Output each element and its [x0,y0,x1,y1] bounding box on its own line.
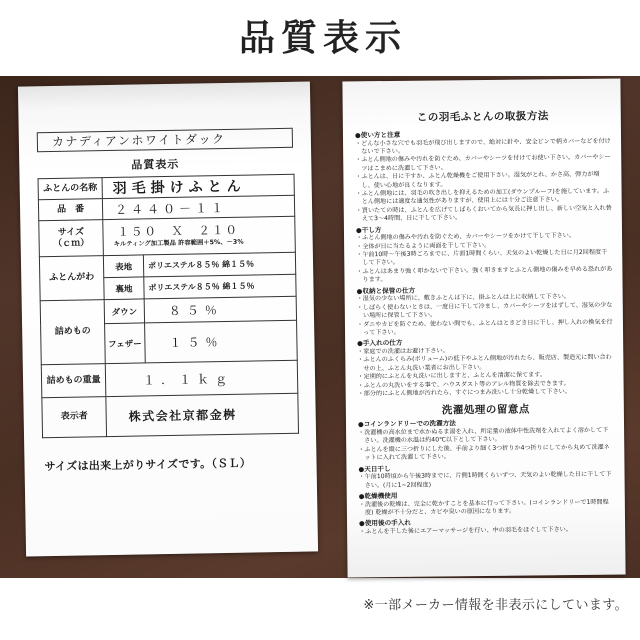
outer-value: ポリエステル８５％ 綿１５％ [143,252,295,277]
quality-table [38,174,299,438]
care-section-drying [356,223,613,285]
name-value: 羽毛掛けふとん [102,174,294,198]
size-value: １５０ Ｘ ２１０ [117,222,240,239]
wash-section-sun-drying [358,462,614,490]
labeler-value: 株式会社京都金桝 [106,393,299,436]
section-title: ●コインランドリーでの洗濯方法 [357,419,456,429]
table-row [39,216,296,256]
section-title: ●天日干し [358,464,391,473]
size-tolerance-note: キルティング加工製品 許容範囲＋5%、－3% [113,238,244,248]
inner-value: ポリエステル８５％ 綿１５％ [144,274,296,299]
inner-label: 裏地 [104,277,144,300]
care-item: ・ふとんはあまり強く叩かないで下さい。強く叩きますとふとん側地の傷みを早める恐れがあります。 [356,265,613,284]
table-row [42,393,299,437]
weight-value: １．１ｋｇ [105,360,298,396]
size-value-cell [103,216,296,255]
section-title: ●収納と保管の仕方 [356,286,416,296]
section-title: ●干し方 [355,225,382,234]
down-value: ８５％ [144,296,296,323]
care-item: ・洗濯後の乾燥は、完全に乾かすことを基本に行って下さい。(コインランドリーで1時間程度) 乾燥が不十分だと、カビや臭いの原因になります。 [358,498,609,517]
care-section-maintenance [357,337,614,399]
care-item: ・ふとんを干した後にエアーマッサージを行い、中の羽毛をほぐして下さい。 [359,526,572,536]
care-item: ・ふとん側地の傷みや汚れを防ぐため、カバーやシーツをかけて干して下さい。 [356,232,575,242]
wash-section-after-use [359,517,615,537]
care-item: ・ふとんを縦に三つ折りにした後、手前より細く3つ折りか4つ折りにしてから丸めて洗濯ネットに入れて洗濯して下さい。 [358,443,610,462]
care-instructions-tag [342,79,625,578]
table-row [41,360,298,397]
care-item: ・家庭での洗濯はお避け下さい。 [357,347,449,356]
weight-label: 詰めもの重量 [41,364,106,398]
care-item: ・買いたての時は、ふとんを広げてしばらくおいてから気長に押し出し、新しい空気と入れ替えて3～4時間、日に干して下さい。 [355,204,612,223]
section-title: ●使い方と注意 [354,130,401,140]
care-item: ・ふとんの丸洗いをする事で、ハウスダスト等のアレル物質を除去できます。 [357,379,570,389]
number-label: 品 番 [38,199,102,221]
section-title: ●乾燥機使用 [358,491,398,501]
cover-label: ふとんがわ [39,256,104,301]
care-item: ・ふとん側地には、羽毛の吹き出しを抑えるための加工(ダウンプルーフ)を施しています。ふとん側地には適度な通気性がありますが、使用上には十分ご注意下さい。 [355,187,610,206]
name-label: ふとんの名称 [38,178,102,200]
care-heading: この羽毛ふとんの取扱方法 [416,110,549,124]
care-item: ・午前10時～午後3時ごろまでに、片面1時間くらい、天気のよい乾燥した日に月2回程度干して下さい。 [356,248,608,267]
labeler-label: 表示者 [42,397,107,438]
outer-label: 表地 [103,255,143,278]
care-item: ・しばらく使わないときは、一度日に干して冷まし、カバーやシーツをはずして、湿気の少ない場所に保管して下さい。 [356,301,613,320]
wash-section-dryer [359,490,615,518]
number-value: ２４４０－１１ [102,195,294,219]
care-item: ・ダニやカビを防ぐため、使わない間でも、ふとんはときどき日に干し、押し入れの換気を行って下さい。 [356,318,613,337]
care-item: ・どんな小さな穴でも羽毛が飛び出しますので、絶対に針や、安全ピンで柄カバーなどを付けないで下さい。 [355,137,611,156]
care-item: ・ふとん側地の傷みや汚れを防ぐため、カバーやシーツを付けてお使い下さい。カバーやシーツはこまめに洗濯して下さい。 [355,154,611,173]
wash-section-laundromat [358,418,614,463]
section-title: ●手入れの仕方 [357,339,403,348]
quality-heading: 品質表示 [131,157,180,172]
care-section-storage [357,284,614,337]
care-section-usage [355,129,612,224]
care-item: ・午前10時頃から午後3時までに、片側1時間くらいずつ、天気のよい乾燥した日に干して下さい。(月に1~2回程度) [358,470,612,489]
care-item: ・湿気の少ない場所に、敷きふとんは下に、掛ふとんは上に収納して下さい。 [356,293,570,303]
care-item: ・ふとんは、日に干すか、ふとん乾燥機をご使用下さい。湿気がとれ、かさ高、弾力が増し、使い心地が良くなります。 [355,171,600,189]
care-item: ・ふとんのふくらみ(ボリューム)の低下やふとん側地が汚れたら、販売店、製造元に問い合わせの上、ふとん丸洗い業者にお出し下さい。 [357,353,612,372]
wash-heading: 洗濯処理の留意点 [441,403,530,417]
brand-name: カナディアンホワイトダック [37,128,293,152]
care-item: ・定期的にふとんを丸洗いに出しますと、ふとんを清潔に保てます。 [357,371,546,381]
feather-label: フェザー [105,323,146,364]
down-label: ダウン [104,299,144,324]
footnote: ※一部メーカー情報を非表示にしています。 [363,598,628,613]
section-title: ●使用後の手入れ [359,519,412,528]
care-item: ・洗濯機の高水位まで水かぬるま湯を入れ、所定量の液体中性洗剤を入れてよく溶かして下さい。洗濯機の水温は約40℃以下として下さい。 [358,426,609,445]
quality-label-tag [18,81,318,556]
care-item: ・部分的にふとん側地が汚れたら、すぐにつまみ洗いし十分乾燥して下さい。 [357,388,571,398]
page-title: 品質表示 [238,17,407,59]
size-unit: （ｃｍ） [53,237,90,249]
size-note: サイズは出来上がりサイズです。（ＳＬ） [44,456,252,474]
care-item: ・全体が日に当たるように両面を干して下さい。 [356,241,491,250]
feather-value: １５％ [145,320,298,363]
fill-label: 詰めもの [40,300,105,365]
size-label-cell [39,220,104,257]
size-label: サイズ [57,226,85,238]
